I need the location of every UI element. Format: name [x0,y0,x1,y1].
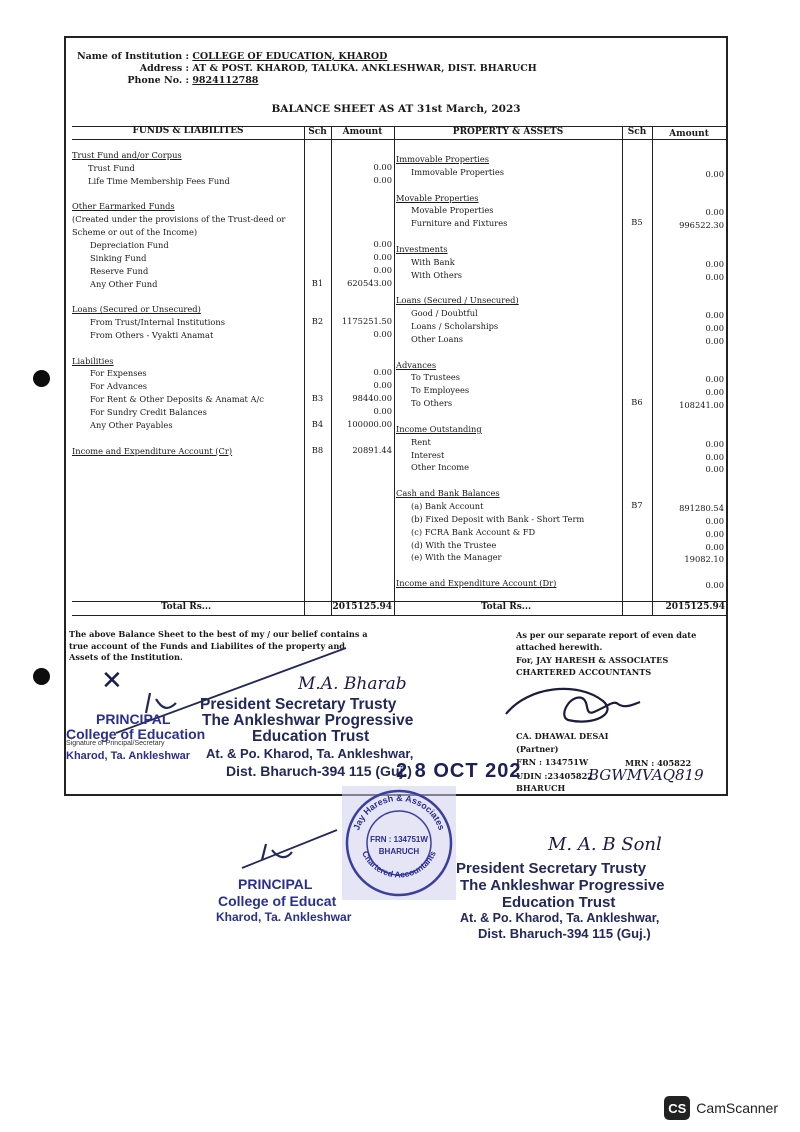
right-amount-cell: 996522.30 [679,220,724,231]
left-sch-cell: B1 [311,277,324,288]
left-row-label: Reserve Fund [90,265,149,276]
college-stamp: College of Education [66,726,206,742]
left-amount-cell: 0.00 [373,406,392,416]
total-left-amount: 2015125.94 [332,602,392,612]
right-row-label: Rent [411,436,431,447]
seal-frn: FRN : 134751W [370,835,428,844]
left-row-label: Trust Fund [88,162,135,173]
left-amount-cell: 0.00 [373,328,392,339]
right-section-heading: Cash and Bank Balances [396,488,500,499]
right-amount-cell: 0.00 [705,335,724,346]
right-row-label: (d) With the Trustee [411,539,497,550]
right-amount-cell: 0.00 [705,258,724,269]
left-amount-cell: 0.00 [373,251,392,262]
right-row-label: (e) With the Manager [411,552,502,563]
table-header-rule [72,139,726,140]
address-label: Address : [139,63,189,74]
right-sch-cell: B6 [631,397,643,408]
left-amount-cell: 0.00 [373,238,392,249]
principal-signature-lower [232,828,352,878]
left-row-label: (Created under the provisions of the Trust-deed or [72,214,286,225]
place-stamp-lower: Kharod, Ta. Ankleshwar [216,910,352,924]
trust-address-stamp: At. & Po. Kharod, Ta. Ankleshwar, [206,746,414,761]
right-sch-cell: B7 [631,499,643,510]
left-amount-cell: 100000.00 [347,418,392,429]
right-amount-cell: 0.00 [705,464,724,475]
left-row-label: Sinking Fund [90,252,147,263]
left-row-label: Depreciation Fund [90,239,169,250]
right-row-label: Other Income [411,462,470,473]
trustee-signature-lower: M. A. B Sonl [548,834,662,855]
left-amount-cell: 0.00 [373,380,392,391]
left-row-label: From Trust/Internal Institutions [90,317,225,328]
col-header-property: PROPERTY & ASSETS [452,127,564,137]
right-amount-cell: 0.00 [705,207,724,218]
left-amount-cell: 0.00 [373,161,392,172]
udin-handwritten: BGWMVAQ819 [588,766,704,784]
left-section-heading: Liabilities [72,355,114,366]
auditor-role: (Partner) [516,744,559,754]
trust-name-stamp-lower: The Ankleshwar Progressive [460,877,665,894]
right-section-heading: Immovable Properties [396,154,490,164]
right-amount-cell: 0.00 [705,580,724,591]
left-row-label: Any Other Payables [90,419,173,430]
right-amount-cell: 0.00 [705,541,724,552]
right-row-label: Interest [411,449,445,460]
right-row-label: To Others [411,398,453,409]
left-amount-cell: 0.00 [373,264,392,275]
left-amount-cell: 98440.00 [352,393,392,404]
col-rule [394,126,395,615]
right-amount-cell: 0.00 [705,451,724,462]
trust-district-stamp-lower: Dist. Bharuch-394 115 (Guj.) [478,926,651,941]
left-row-label: From Others - Vyakti Anamat [90,329,214,340]
trust-name2-stamp-lower: Education Trust [502,894,616,911]
col-rule [622,126,623,615]
auditor-report-line: As per our separate report of even date attached herewith. [516,630,697,652]
trust-name2-stamp: Education Trust [252,728,370,745]
left-sch-cell: B4 [311,418,324,429]
left-section-heading: Other Earmarked Funds [72,201,175,212]
right-amount-cell: 891280.54 [679,502,724,513]
right-row-label: To Employees [411,385,470,396]
camscanner-text: CamScanner [696,1100,778,1116]
right-row-label: Movable Properties [411,205,494,216]
left-sch-cell: B2 [311,316,324,327]
col-rule [304,126,305,615]
camscanner-watermark [664,1096,778,1120]
punch-hole [33,370,50,387]
punch-hole [33,668,50,685]
trust-name-stamp: The Ankleshwar Progressive [202,712,414,729]
right-row-label: With Others [411,269,462,280]
col-header-sch: Sch [308,127,327,137]
auditor-signature [498,676,648,731]
college-stamp-lower: College of Educat [218,893,337,909]
institution-address: AT & POST. KHAROD, TALUKA. ANKLESHWAR, DIST. BHARUCH [192,63,537,74]
right-section-heading: Advances [396,359,437,370]
right-section-heading: Investments [396,243,448,254]
total-left-label: Total Rs... [161,602,212,612]
left-section-heading: Income and Expenditure Account (Cr) [72,445,233,456]
left-sch-cell: B3 [311,393,324,404]
ca-seal-stamp [340,784,458,902]
left-row-label: Any Other Fund [90,278,158,289]
right-section-heading: Movable Properties [396,192,479,203]
right-row-label: (b) Fixed Deposit with Bank - Short Term [411,513,585,524]
phone-label: Phone No. : [127,75,189,86]
balance-sheet-frame [64,36,728,796]
col-header-funds: FUNDS & LIABILITES [132,126,244,136]
left-amount-cell: 1175251.50 [341,316,392,327]
right-row-label: Other Loans [411,333,464,344]
place-stamp: Kharod, Ta. Ankleshwar [66,750,191,762]
seal-top-text: Jay Haresh & Associates [351,792,447,832]
right-amount-cell: 0.00 [705,374,724,385]
left-row-label: For Expenses [90,368,147,379]
auditor-frn: FRN : 134751W [516,757,589,767]
left-amount-cell: 0.00 [373,367,392,378]
camscanner-logo-icon: CS [664,1096,690,1120]
institution-header [66,51,537,87]
trust-role-stamp: President Secretary Trusty [200,696,397,713]
right-amount-cell: 19082.10 [684,554,724,565]
right-amount-cell: 0.00 [705,168,724,179]
declaration-text: The above Balance Sheet to the best of my / our belief contains a true account of the Funds and Liabilites of the property and Assets of the Institution. [69,629,368,662]
right-row-label: Loans / Scholarships [411,321,499,332]
auditor-firm-type: CHARTERED ACCOUNTANTS [516,667,652,677]
left-amount-cell: 620543.00 [347,277,392,288]
auditor-mrn: MRN : 405822 [625,758,692,768]
right-amount-cell: 0.00 [705,528,724,539]
trust-address-stamp-lower: At. & Po. Kharod, Ta. Ankleshwar, [460,911,660,925]
institution-name: COLLEGE OF EDUCATION, KHAROD [192,51,388,62]
total-right-label: Total Rs... [481,602,532,612]
col-header-sch2: Sch [627,127,647,137]
signature-mark-x: ✕ [101,666,123,696]
page-title: BALANCE SHEET AS AT 31st March, 2023 [271,103,521,115]
right-amount-cell: 0.00 [705,438,724,449]
right-amount-cell: 0.00 [705,515,724,526]
auditor-place: BHARUCH [516,783,566,793]
institution-phone: 9824112788 [192,75,259,86]
signature-line: Signature of Principal/Secretary [66,740,165,747]
left-amount-cell: 20891.44 [352,444,392,455]
right-sch-cell: B5 [631,217,643,228]
table-bottom-rule [72,615,726,616]
right-row-label: To Trustees [411,372,461,383]
right-amount-cell: 0.00 [705,310,724,321]
auditor-firm: For, JAY HARESH & ASSOCIATES [516,655,669,665]
col-header-amount: Amount [342,127,383,137]
right-row-label: Immovable Properties [411,166,505,177]
principal-stamp: PRINCIPAL [96,711,171,727]
seal-city: BHARUCH [378,847,420,856]
auditor-udin: UDIN :23405822 [516,771,594,781]
left-sch-cell: B8 [311,444,324,455]
date-stamp: 2 8 OCT 202 [396,760,522,782]
right-amount-cell: 0.00 [705,271,724,282]
right-amount-cell: 108241.00 [679,400,724,411]
right-amount-cell: 0.00 [705,323,724,334]
left-row-label: Scheme or out of the Income) [72,227,198,238]
auditor-name: CA. DHAWAL DESAI [516,731,609,741]
right-section-heading: Income Outstanding [396,423,482,434]
name-label: Name of Institution : [76,51,189,62]
trust-district-stamp: Dist. Bharuch-394 115 (Guj.) [226,763,412,779]
left-row-label: For Advances [90,381,147,392]
right-row-label: (a) Bank Account [411,500,484,511]
trustee-signature: M.A. Bharab [298,674,407,694]
col-header-amount2: Amount [669,129,709,139]
seal-bottom-text: Chartered Accountants [360,849,438,880]
left-row-label: For Sundry Credit Balances [90,407,207,417]
left-row-label: Life Time Membership Fees Fund [88,175,230,186]
right-section-heading: Income and Expenditure Account (Dr) [396,578,557,589]
right-row-label: Furniture and Fixtures [411,218,508,229]
right-row-label: (c) FCRA Bank Account & FD [411,526,536,537]
total-right-amount: 2015125.94 [665,602,725,612]
trust-role-stamp-lower: President Secretary Trusty [456,860,647,877]
left-amount-cell: 0.00 [373,174,392,185]
right-row-label: Good / Doubtful [411,308,478,319]
right-amount-cell: 0.00 [705,387,724,398]
left-section-heading: Loans (Secured or Unsecured) [72,304,201,315]
right-section-heading: Loans (Secured / Unsecured) [396,295,519,306]
principal-stamp-lower: PRINCIPAL [238,876,313,892]
right-row-label: With Bank [411,256,455,267]
left-row-label: For Rent & Other Deposits & Anamat A/c [90,394,264,405]
left-section-heading: Trust Fund and/or Corpus [72,150,182,160]
